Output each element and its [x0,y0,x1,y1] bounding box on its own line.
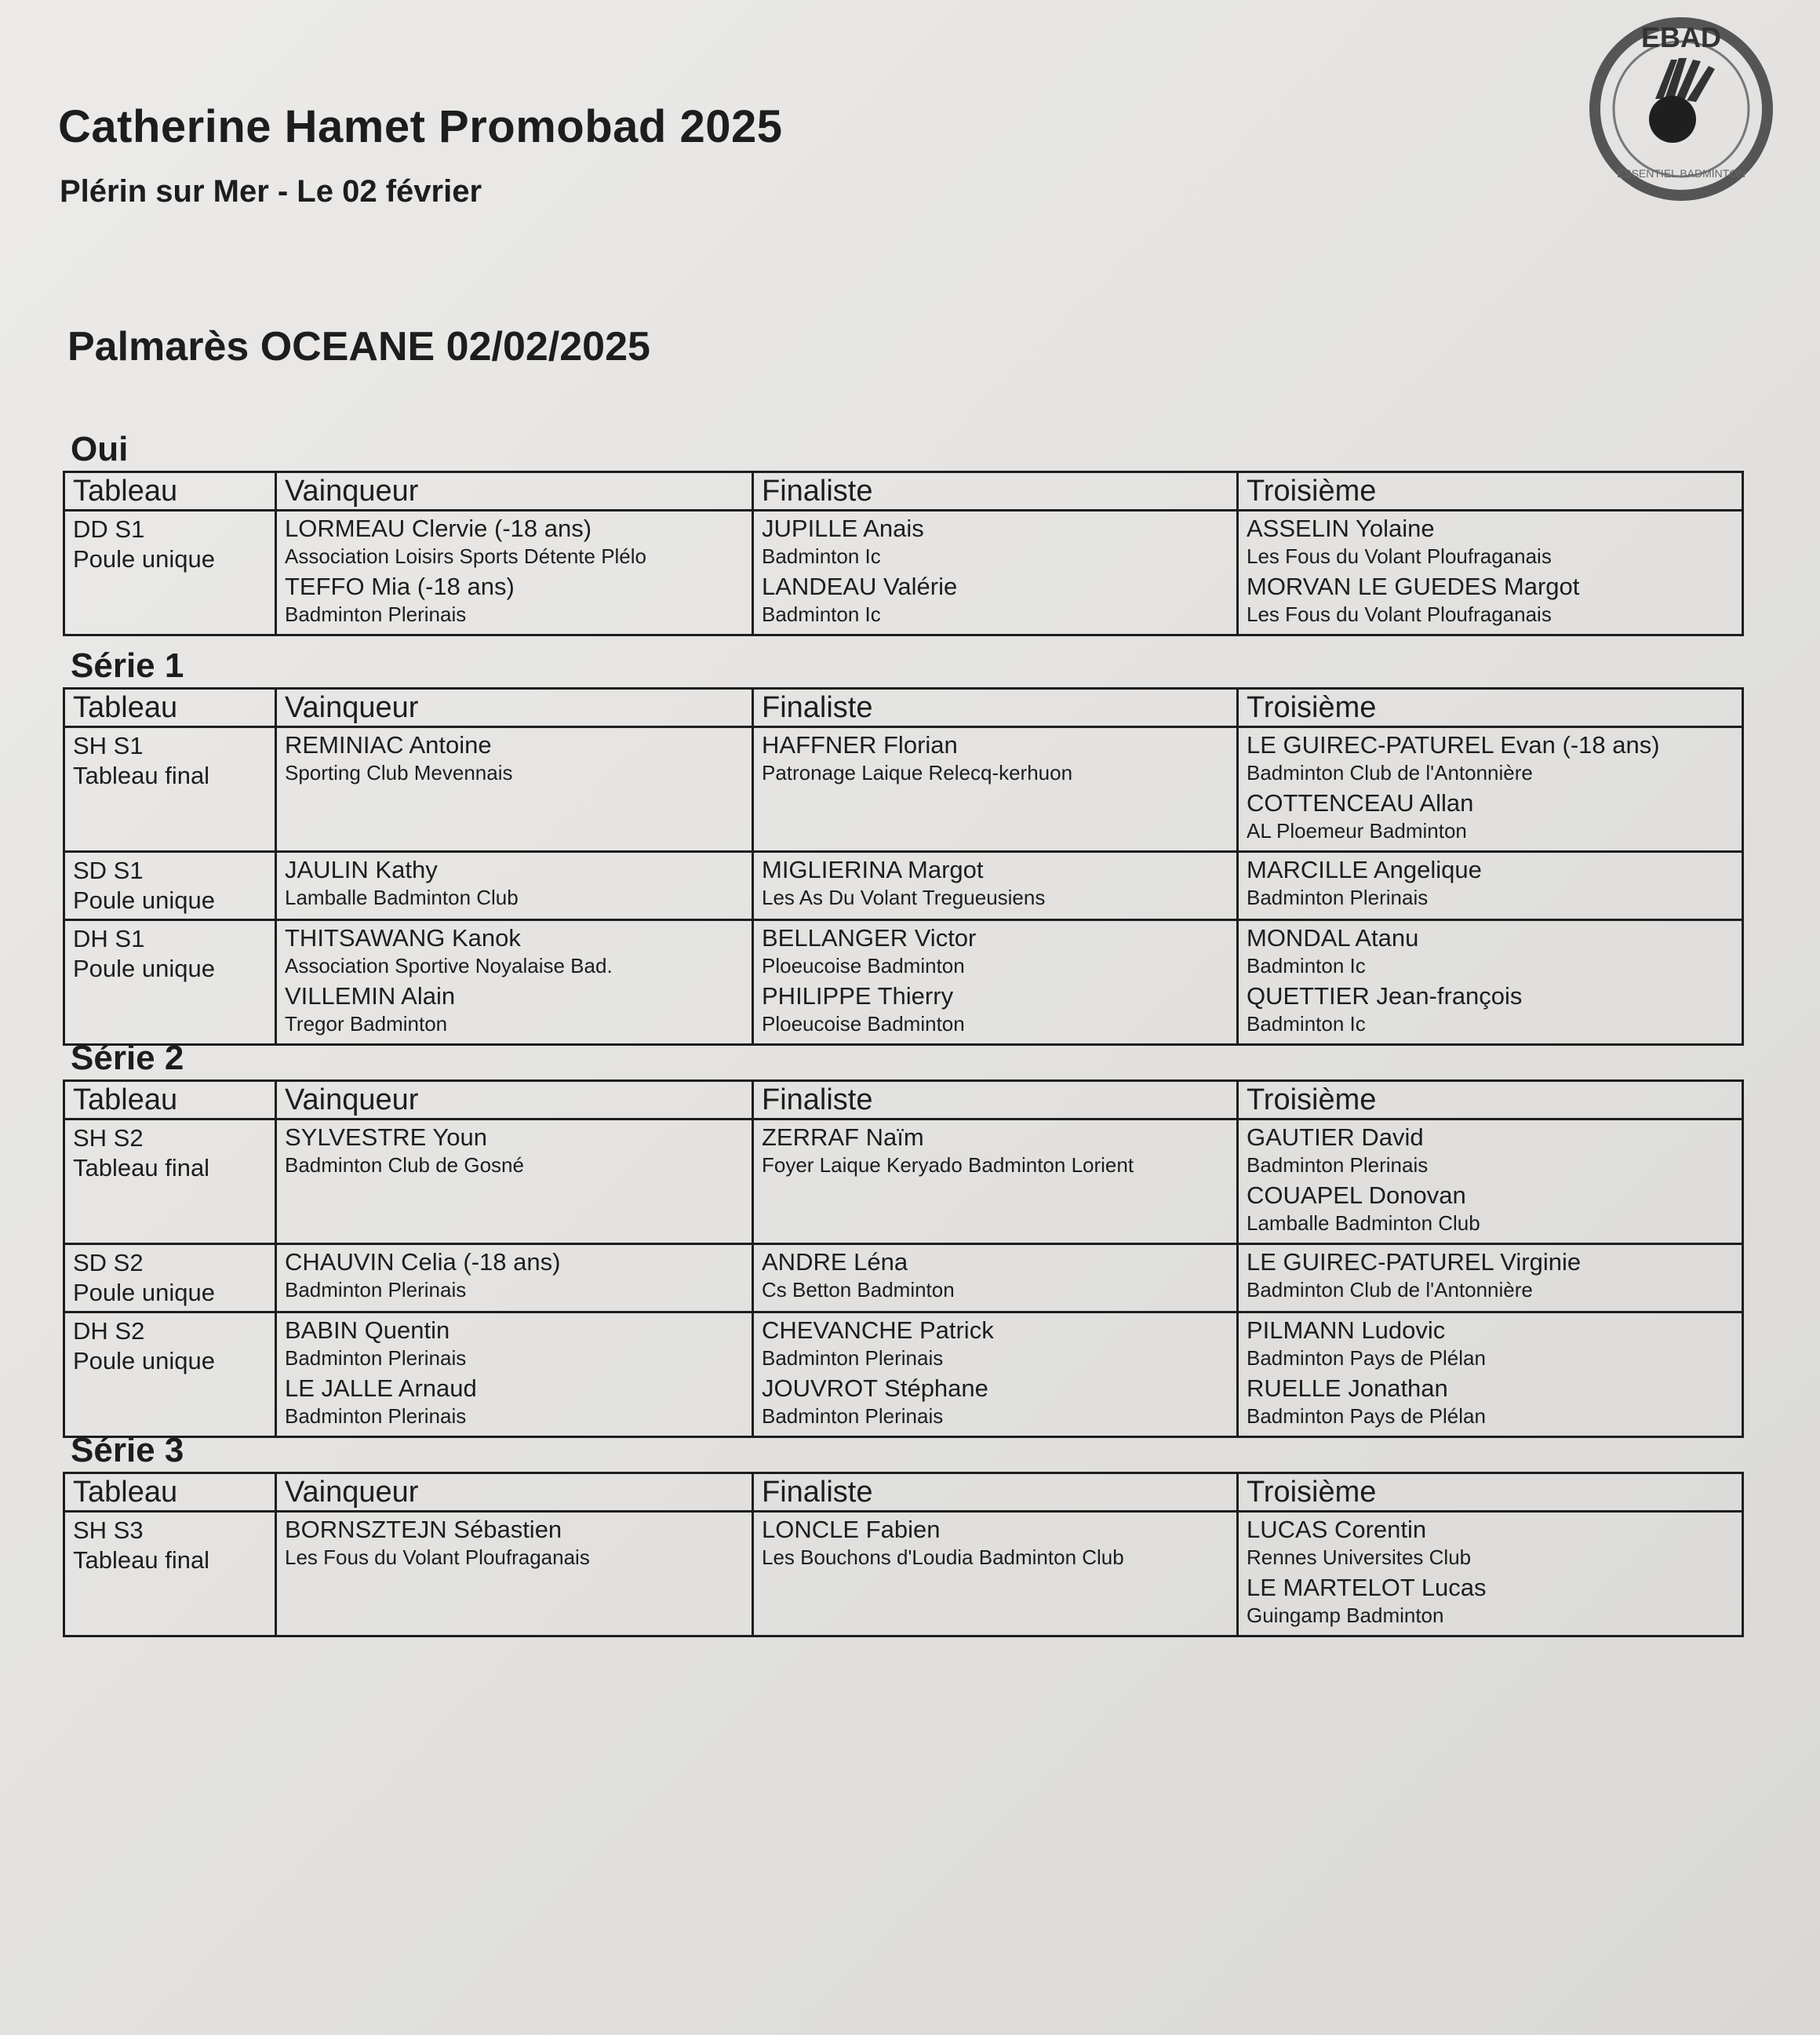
results-table [63,471,1744,636]
club-name: Badminton Pays de Plélan [1247,1404,1486,1428]
tableau-type: Poule unique [73,1347,215,1374]
results-table [63,1079,1744,1438]
club-name: Les Fous du Volant Ploufraganais [1247,544,1552,568]
document-subtitle: Plérin sur Mer - Le 02 février [60,174,482,209]
player-name: JUPILLE Anais [762,515,924,542]
tableau-code: SH S3 [73,1516,144,1544]
club-name: Badminton Club de l'Antonnière [1247,1278,1533,1301]
club-name: Badminton Plerinais [1247,1153,1429,1177]
player-name: PILMANN Ludovic [1247,1316,1446,1344]
results-table [63,687,1744,1046]
cell-vainqueur [276,1312,753,1437]
player-name: BORNSZTEJN Sébastien [285,1516,562,1543]
header-finaliste: Finaliste [753,1081,1238,1119]
tableau-type: Tableau final [73,762,210,789]
player-name: COUAPEL Donovan [1247,1181,1466,1209]
tableau-code: SD S2 [73,1249,144,1276]
player-name: LANDEAU Valérie [762,573,958,600]
club-name: Association Loisirs Sports Détente Plélo [285,544,647,568]
player-name: COTTENCEAU Allan [1247,789,1474,817]
club-name: Badminton Plerinais [762,1404,944,1428]
header-vainqueur: Vainqueur [276,1473,753,1512]
club-name: Badminton Plerinais [285,1346,467,1370]
header-troisieme: Troisième [1238,689,1743,727]
section-title: Série 1 [71,646,184,685]
tableau-type: Poule unique [73,1279,215,1306]
club-name: Badminton Pays de Plélan [1247,1346,1486,1370]
player-name: CHEVANCHE Patrick [762,1316,994,1344]
club-name: Patronage Laique Relecq-kerhuon [762,761,1073,785]
tableau-type: Tableau final [73,1546,210,1574]
club-name: Badminton Plerinais [1247,886,1429,909]
club-name: Badminton Plerinais [285,602,467,626]
player-name: QUETTIER Jean-françois [1247,982,1523,1010]
cell-tableau [64,920,276,1045]
club-name: Les Fous du Volant Ploufraganais [285,1545,590,1569]
palmares-heading: Palmarès OCEANE 02/02/2025 [67,324,650,370]
cell-vainqueur [276,852,753,920]
player-name: BABIN Quentin [285,1316,450,1344]
cell-tableau [64,1312,276,1437]
section-serie-3 [63,1429,1742,1637]
club-name: Badminton Club de l'Antonnière [1247,761,1533,785]
club-name: Tregor Badminton [285,1012,448,1036]
player-name: GAUTIER David [1247,1123,1424,1151]
table-header-row [64,1081,1743,1119]
header-troisieme: Troisième [1238,1081,1743,1119]
club-name: AL Ploemeur Badminton [1247,819,1467,843]
cell-troisieme [1238,727,1743,852]
table-row [64,511,1743,635]
section-title: Oui [71,430,129,468]
tableau-type: Tableau final [73,1154,210,1181]
player-name: BELLANGER Victor [762,924,977,952]
player-name: JOUVROT Stéphane [762,1374,988,1402]
player-name: THITSAWANG Kanok [285,924,521,952]
table-header-row [64,472,1743,511]
cell-vainqueur [276,1244,753,1312]
club-name: Ploeucoise Badminton [762,1012,965,1036]
cell-finaliste [753,1312,1238,1437]
tableau-type: Poule unique [73,886,215,914]
section-serie-2 [63,1037,1742,1438]
header-finaliste: Finaliste [753,472,1238,511]
player-name: LE GUIREC-PATUREL Evan (-18 ans) [1247,731,1660,759]
player-name: LORMEAU Clervie (-18 ans) [285,515,592,542]
player-name: LE JALLE Arnaud [285,1374,477,1402]
club-name: Badminton Club de Gosné [285,1153,524,1177]
table-row [64,1312,1743,1437]
cell-troisieme [1238,920,1743,1045]
player-name: ASSELIN Yolaine [1247,515,1435,542]
tableau-type: Poule unique [73,955,215,982]
header-tableau: Tableau [64,689,276,727]
player-name: LUCAS Corentin [1247,1516,1427,1543]
cell-vainqueur [276,1119,753,1244]
club-name: Association Sportive Noyalaise Bad. [285,954,613,977]
cell-troisieme [1238,1312,1743,1437]
tableau-code: SH S2 [73,1124,144,1152]
cell-tableau [64,511,276,635]
header-tableau: Tableau [64,1473,276,1512]
club-name: Badminton Ic [1247,1012,1366,1036]
header-troisieme: Troisième [1238,1473,1743,1512]
cell-vainqueur [276,511,753,635]
club-name: Badminton Ic [762,602,881,626]
club-name: Badminton Plerinais [285,1404,467,1428]
cell-troisieme [1238,511,1743,635]
cell-tableau [64,727,276,852]
table-row [64,852,1743,920]
player-name: MIGLIERINA Margot [762,856,984,883]
section-oui [63,428,1742,636]
player-name: REMINIAC Antoine [285,731,492,759]
cell-tableau [64,852,276,920]
tableau-code: SD S1 [73,857,144,884]
club-name: Lamballe Badminton Club [1247,1211,1480,1235]
cell-vainqueur [276,920,753,1045]
cell-troisieme [1238,1244,1743,1312]
club-name: Badminton Ic [1247,954,1366,977]
cell-finaliste [753,920,1238,1045]
logo-text: EBAD [1640,21,1722,53]
tableau-code: DH S2 [73,1317,145,1345]
table-header-row [64,1473,1743,1512]
player-name: PHILIPPE Thierry [762,982,954,1010]
club-name: Badminton Plerinais [285,1278,467,1301]
cell-tableau [64,1512,276,1636]
player-name: ZERRAF Naïm [762,1123,924,1151]
header-finaliste: Finaliste [753,689,1238,727]
section-title: Série 3 [71,1431,184,1469]
tableau-type: Poule unique [73,545,215,573]
logo-subtext: ESSENTIEL BADMINTON [1616,167,1746,180]
table-row [64,727,1743,852]
club-name: Les Fous du Volant Ploufraganais [1247,602,1552,626]
player-name: LONCLE Fabien [762,1516,941,1543]
cell-finaliste [753,511,1238,635]
ebad-logo-icon [1583,11,1779,207]
player-name: MONDAL Atanu [1247,924,1419,952]
header-finaliste: Finaliste [753,1473,1238,1512]
cell-vainqueur [276,1512,753,1636]
player-name: MORVAN LE GUEDES Margot [1247,573,1580,600]
club-name: Lamballe Badminton Club [285,886,519,909]
tableau-code: SH S1 [73,732,144,759]
header-vainqueur: Vainqueur [276,1081,753,1119]
player-name: SYLVESTRE Youn [285,1123,487,1151]
cell-finaliste [753,852,1238,920]
header-troisieme: Troisième [1238,472,1743,511]
club-name: Badminton Ic [762,544,881,568]
player-name: CHAUVIN Celia (-18 ans) [285,1248,561,1276]
club-name: Les Bouchons d'Loudia Badminton Club [762,1545,1124,1569]
club-name: Cs Betton Badminton [762,1278,955,1301]
cell-tableau [64,1119,276,1244]
header-vainqueur: Vainqueur [276,689,753,727]
table-row [64,1512,1743,1636]
player-name: LE MARTELOT Lucas [1247,1574,1487,1601]
tableau-code: DD S1 [73,515,145,543]
cell-vainqueur [276,727,753,852]
cell-tableau [64,1244,276,1312]
section-title: Série 2 [71,1039,184,1077]
cell-troisieme [1238,852,1743,920]
club-name: Badminton Plerinais [762,1346,944,1370]
club-name: Sporting Club Mevennais [285,761,513,785]
tableau-code: DH S1 [73,925,145,952]
club-name: Guingamp Badminton [1247,1604,1444,1627]
header-tableau: Tableau [64,1081,276,1119]
cell-finaliste [753,1512,1238,1636]
club-name: Ploeucoise Badminton [762,954,965,977]
table-row [64,920,1743,1045]
document-title: Catherine Hamet Promobad 2025 [58,101,783,152]
results-table [63,1472,1744,1637]
player-name: LE GUIREC-PATUREL Virginie [1247,1248,1582,1276]
table-row [64,1244,1743,1312]
cell-finaliste [753,1119,1238,1244]
table-row [64,1119,1743,1244]
player-name: ANDRE Léna [762,1248,908,1276]
cell-finaliste [753,727,1238,852]
header-vainqueur: Vainqueur [276,472,753,511]
player-name: RUELLE Jonathan [1247,1374,1448,1402]
player-name: VILLEMIN Alain [285,982,456,1010]
cell-troisieme [1238,1119,1743,1244]
player-name: TEFFO Mia (-18 ans) [285,573,515,600]
club-name: Foyer Laique Keryado Badminton Lorient [762,1153,1134,1177]
player-name: JAULIN Kathy [285,856,438,883]
player-name: MARCILLE Angelique [1247,856,1482,883]
cell-troisieme [1238,1512,1743,1636]
club-name: Les As Du Volant Tregueusiens [762,886,1046,909]
club-name: Rennes Universites Club [1247,1545,1472,1569]
section-serie-1 [63,645,1742,1046]
header-tableau: Tableau [64,472,276,511]
table-header-row [64,689,1743,727]
cell-finaliste [753,1244,1238,1312]
player-name: HAFFNER Florian [762,731,958,759]
